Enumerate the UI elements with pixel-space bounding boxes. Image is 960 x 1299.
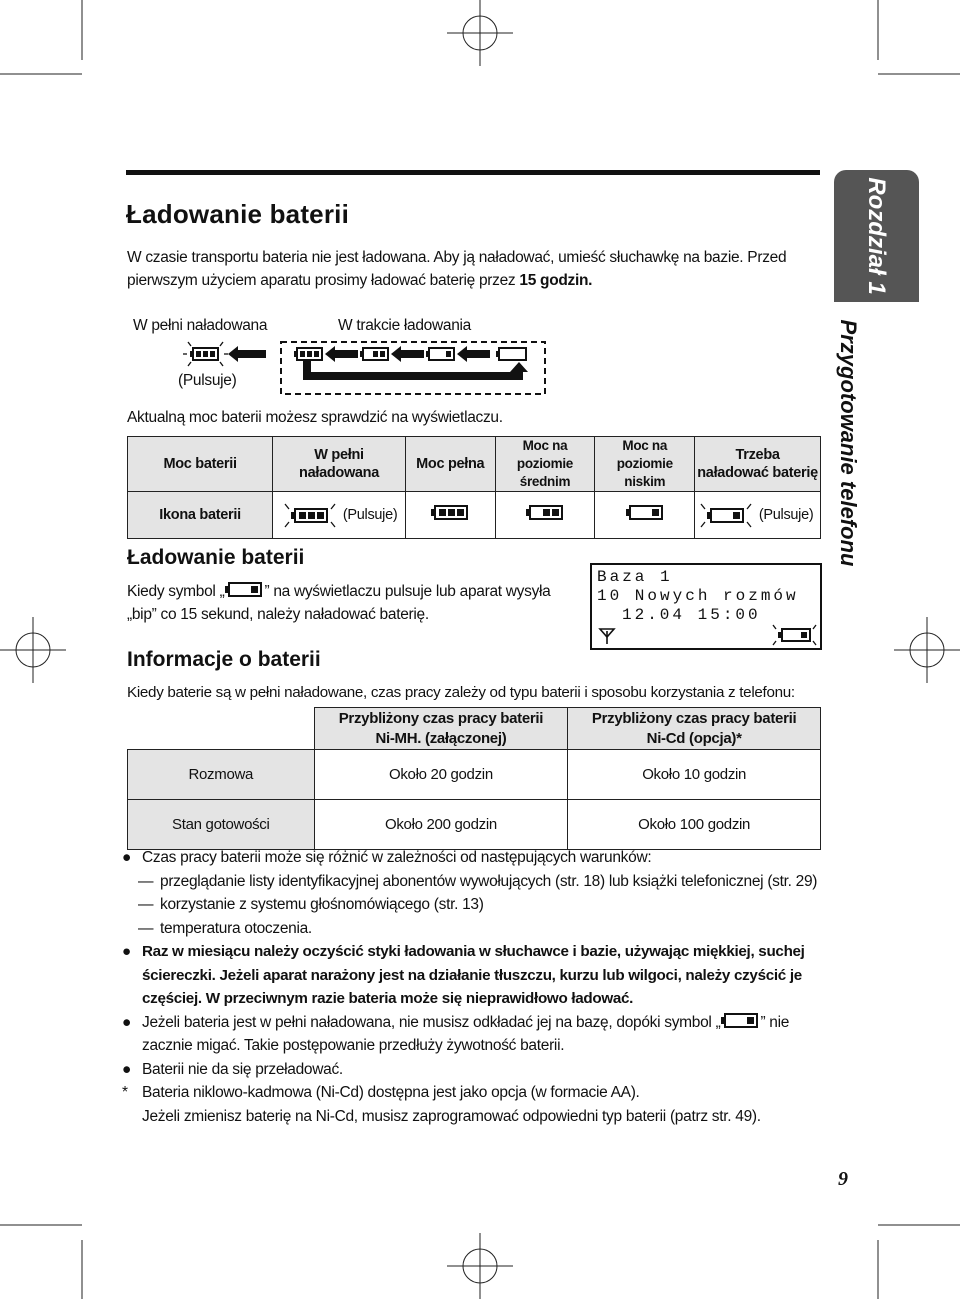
cell-talk-nicd: Około 10 godzin xyxy=(568,750,821,800)
battery-medium-icon xyxy=(525,503,565,523)
battery-full-pulsing-icon xyxy=(281,500,339,530)
lcd-line-1: Baza 1 xyxy=(597,568,673,586)
battery-low-icon xyxy=(625,503,665,523)
battery-empty-icon xyxy=(720,1012,760,1030)
col-low: Moc na poziomie niskim xyxy=(595,437,695,492)
lcd-battery-pulsing-icon xyxy=(770,623,820,647)
cell-talk-nimh: Około 20 godzin xyxy=(314,750,568,800)
lcd-display xyxy=(590,563,822,650)
battery-empty-icon xyxy=(224,581,264,599)
diagram-pulse-label: (Pulsuje) xyxy=(178,372,237,389)
intro-bold: 15 godzin. xyxy=(519,272,593,289)
list-item: ● Czas pracy baterii może się różnić w zależności od następujących warunków: xyxy=(122,849,652,866)
recharge-text: Kiedy symbol „ ” na wyświetlaczu pulsuje lub aparat wysyła „bip” co 15 sekund, należy naładować baterię. xyxy=(127,583,551,623)
antenna-icon xyxy=(598,627,618,645)
col-medium: Moc na poziomie średnim xyxy=(495,437,595,492)
col-full-power: Moc pełna xyxy=(405,437,495,492)
table-corner xyxy=(128,708,315,750)
info-intro: Kiedy baterie są w pełni naładowane, czas pracy zależy od typu baterii i sposobu korzystania z telefonu: xyxy=(127,684,795,701)
intro-text: W czasie transportu bateria nie jest ładowana. Aby ją naładować, umieść słuchawkę na bazie. Przed pierwszym użyciem aparatu prosimy ładować baterię przez xyxy=(127,249,787,289)
check-text: Aktualną moc baterii możesz sprawdzić na wyświetlaczu. xyxy=(127,409,503,426)
row-label-power: Moc baterii xyxy=(128,437,273,492)
table-row xyxy=(128,800,821,850)
header-rule xyxy=(126,170,820,175)
recharge-heading: Ładowanie baterii xyxy=(127,546,305,569)
header-nimh: Przybliżony czas pracy baterii Ni-MH. (załączonej) xyxy=(314,708,568,750)
icon-low xyxy=(595,492,695,539)
icon-full xyxy=(405,492,495,539)
list-item: — temperatura otoczenia. xyxy=(138,919,312,937)
arrow-icon xyxy=(228,346,266,362)
icon-full-charged: (Pulsuje) xyxy=(273,492,406,539)
info-heading: Informacje o baterii xyxy=(127,648,321,671)
lcd-line-2: 10 Nowych rozmów xyxy=(597,587,799,605)
battery-time-table xyxy=(127,707,821,850)
charging-sequence xyxy=(294,346,528,380)
icon-medium xyxy=(495,492,595,539)
cell-standby-nicd: Około 100 godzin xyxy=(568,800,821,850)
section-label: Przygotowanie telefonu xyxy=(836,319,861,567)
col-full-charged: W pełni naładowana xyxy=(273,437,406,492)
table-row xyxy=(128,750,821,800)
icon-recharge: (Pulsuje) xyxy=(695,492,821,539)
row-label-talk: Rozmowa xyxy=(128,750,315,800)
col-recharge: Trzeba naładować baterię xyxy=(695,437,821,492)
cell-standby-nimh: Około 200 godzin xyxy=(314,800,568,850)
list-item: — korzystanie z systemu głośnomówiącego (str. 13) xyxy=(138,896,484,913)
list-item: ● Baterii nie da się przeładować. xyxy=(122,1060,343,1078)
page-number: 9 xyxy=(838,1168,848,1190)
list-item: ● Raz w miesiącu należy oczyścić styki ładowania w słuchawce i bazie, używając miękkiej, suchej ściereczki. Jeżeli aparat narażony jest na działanie tłuszczu, kurzu lub wilgoci, należy czyścić je częściej. W przeciwnym razie bateria może się nieprawidłowo ładować. xyxy=(122,943,805,1007)
list-item: * Bateria niklowo-kadmowa (Ni-Cd) dostępna jest jako opcja (w formacie AA). Jeżeli zmienisz baterię na Ni-Cd, musisz zaprogramować odpowiedni typ baterii (patrz str. 49). xyxy=(122,1084,761,1125)
list-item: — przeglądanie listy identyfikacyjnej abonentów wywołujących (str. 18) lub książki telefonicznej (str. 29) xyxy=(138,872,818,890)
lcd-line-3: 12.04 15:00 xyxy=(622,606,761,624)
list-item: ● Jeżeli bateria jest w pełni naładowana, nie musisz odkładać jej na bazę, dopóki symbol „ ” nie zacznie migać. Takie postępowanie przedłuży żywotność baterii. xyxy=(122,1013,790,1054)
battery-full-icon xyxy=(430,503,470,523)
diagram-charging-label: W trakcie ładowania xyxy=(338,317,471,334)
notes-list xyxy=(122,846,822,1128)
battery-empty-pulsing-icon xyxy=(697,500,755,530)
row-label-standby: Stan gotowości xyxy=(128,800,315,850)
chapter-label: Rozdział 1 xyxy=(863,177,890,295)
intro-paragraph xyxy=(127,246,807,292)
header-nicd: Przybliżony czas pracy baterii Ni-Cd (opcja)* xyxy=(568,708,821,750)
diagram-full-label: W pełni naładowana xyxy=(133,317,268,334)
page-title: Ładowanie baterii xyxy=(126,199,350,229)
charging-diagram xyxy=(180,336,560,406)
pulse-battery-icon xyxy=(183,342,228,366)
battery-level-table xyxy=(127,436,821,539)
row-label-icon: Ikona baterii xyxy=(128,492,273,539)
